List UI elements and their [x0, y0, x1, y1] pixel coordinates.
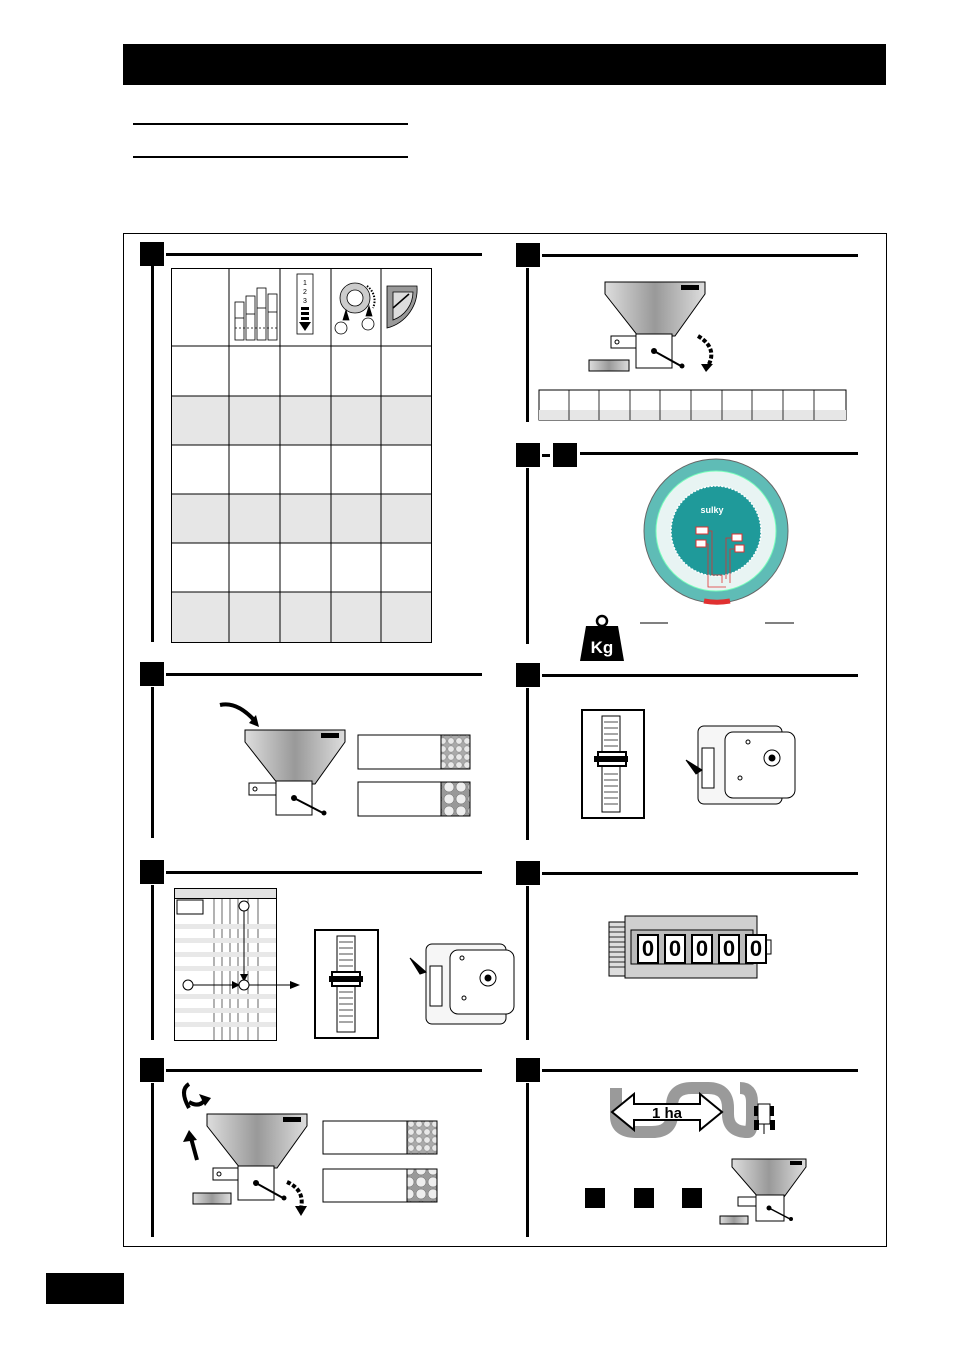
counter-digit: 0 — [664, 934, 686, 964]
step-rule-1 — [166, 253, 482, 256]
hopper-filling-illustration — [215, 697, 475, 822]
title-rule-1 — [133, 123, 408, 125]
step-rule-9 — [542, 1069, 858, 1072]
step-rule-7 — [542, 674, 858, 677]
step-bar-2 — [151, 687, 154, 838]
step-marker-6a — [516, 443, 540, 467]
step-marker-5 — [516, 243, 540, 267]
step-rule-2 — [166, 673, 482, 676]
tractor-path-illustration — [600, 1082, 790, 1142]
title-rule-2 — [133, 156, 408, 158]
hopper-test-illustration — [175, 1080, 440, 1220]
marker-small-1 — [585, 1188, 605, 1208]
step-marker-2 — [140, 662, 164, 686]
page-number-badge — [46, 1273, 124, 1304]
hopper-icon — [207, 1114, 307, 1201]
step-bar-6 — [526, 468, 529, 644]
step-rule-4 — [166, 1069, 482, 1072]
granule-texture-icon — [441, 735, 470, 769]
step-marker-3 — [140, 860, 164, 884]
step-bar-8 — [526, 886, 529, 1040]
marker-small-2 — [634, 1188, 654, 1208]
step-marker-9 — [516, 1058, 540, 1082]
slider-adjust-illustration — [580, 708, 805, 820]
spreader-box-icon — [686, 726, 795, 804]
step-rule-8 — [542, 872, 858, 875]
dial-number-2: 2 — [303, 289, 307, 296]
counter-digit: 0 — [691, 934, 713, 964]
counter-digits — [637, 934, 767, 964]
step-bar-1 — [151, 266, 154, 642]
gauge-brand: sulky — [700, 505, 724, 515]
step-bar-3 — [151, 885, 154, 1040]
scale-gauge-illustration — [560, 455, 850, 665]
area-label: 1 ha — [651, 1105, 683, 1122]
step-marker-7 — [516, 663, 540, 687]
step-bar-4 — [151, 1083, 154, 1237]
scale-numbers-icon — [297, 274, 313, 334]
step-marker-8 — [516, 861, 540, 885]
header-bar — [123, 44, 886, 85]
step-marker-1 — [140, 242, 164, 266]
step-bar-7 — [526, 688, 529, 840]
arrow-icon — [220, 704, 255, 721]
step-marker-4 — [140, 1058, 164, 1082]
hopper-small-illustration — [718, 1155, 828, 1227]
counter-digit: 0 — [745, 934, 767, 964]
spreader-box-icon — [410, 944, 514, 1024]
hopper-icon — [605, 282, 705, 369]
scale-gauge-icon — [644, 459, 788, 603]
hopper-icon — [245, 730, 345, 816]
step-bar-5 — [526, 268, 529, 422]
step-rule-5 — [542, 254, 858, 257]
step-dash — [542, 454, 550, 457]
slider-scale-icon — [582, 710, 644, 818]
hopper-icon — [732, 1159, 806, 1221]
counter-digit: 0 — [637, 934, 659, 964]
setting-chart-illustration — [174, 888, 519, 1043]
counter-digit: 0 — [718, 934, 740, 964]
dial-number-3: 3 — [303, 298, 307, 305]
settings-table — [171, 268, 433, 644]
marker-small-3 — [682, 1188, 702, 1208]
dial-number-1: 1 — [303, 280, 307, 287]
slider-scale-icon — [315, 930, 378, 1038]
hopper-tray-illustration — [538, 278, 848, 423]
weight-unit-label: Kg — [590, 638, 614, 657]
weight-icon — [580, 616, 624, 661]
step-rule-3 — [166, 871, 482, 874]
step-bar-9 — [526, 1083, 529, 1237]
